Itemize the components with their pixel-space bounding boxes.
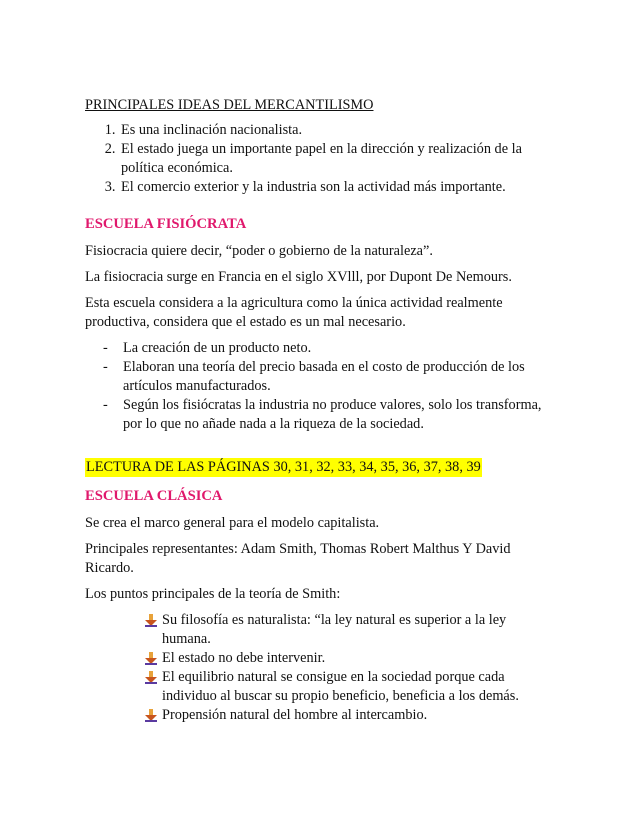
list-item-text: El equilibrio natural se consigue en la sociedad porque cada individuo al buscar su propio beneficio, beneficia a los demás. [162, 669, 519, 704]
list-item: 2. El estado juega un importante papel en la dirección y realización de la política económica. [119, 140, 555, 178]
list-item [162, 649, 555, 668]
paragraph: Esta escuela considera a la agricultura como la única actividad realmente productiva, considera que el estado es un mal necesario. [85, 295, 503, 330]
list-item-text: La creación de un producto neto. [123, 340, 312, 356]
smith-points [85, 611, 555, 725]
list-item-text: Según los fisiócratas la industria no produce valores, solo los transforma, por lo que no añade nada a la riqueza de la sociedad. [123, 397, 542, 432]
dash-bullet: - [103, 397, 108, 413]
fisiocrata-title: ESCUELA FISIÓCRATA [85, 216, 247, 232]
list-item-text: El estado no debe intervenir. [162, 650, 326, 666]
list-item-text: Propensión natural del hombre al intercambio. [162, 707, 428, 723]
list-item [162, 611, 555, 649]
list-item: 3. El comercio exterior y la industria son la actividad más importante. [119, 178, 555, 197]
list-item [103, 358, 555, 396]
dash-bullet: - [103, 340, 108, 356]
paragraph: Principales representantes: Adam Smith, Thomas Robert Malthus Y David Ricardo. [85, 541, 511, 576]
fisiocrata-bullets [85, 339, 555, 434]
paragraph: La fisiocracia surge en Francia en el siglo XVlll, por Dupont De Nemours. [85, 269, 512, 285]
arrow-bullet-icon [145, 652, 157, 665]
list-item-text: Elaboran una teoría del precio basada en el costo de producción de los artículos manufacturados. [123, 359, 525, 394]
mercantilismo-heading: PRINCIPALES IDEAS DEL MERCANTILISMO [85, 97, 374, 113]
clasica-title: ESCUELA CLÁSICA [85, 488, 223, 504]
arrow-bullet-icon [145, 614, 157, 627]
document-content [85, 96, 555, 725]
list-item [103, 396, 555, 434]
list-item: 1. Es una inclinación nacionalista. [119, 121, 555, 140]
paragraph: Se crea el marco general para el modelo capitalista. [85, 515, 380, 531]
mercantilismo-list [85, 121, 555, 197]
list-item-text: Su filosofía es naturalista: “la ley natural es superior a la ley humana. [162, 612, 507, 647]
list-item [162, 668, 555, 706]
paragraph: Los puntos principales de la teoría de Smith: [85, 586, 341, 602]
list-item [103, 339, 555, 358]
arrow-bullet-icon [145, 671, 157, 684]
dash-bullet: - [103, 359, 108, 375]
arrow-bullet-icon [145, 709, 157, 722]
list-item [162, 706, 555, 725]
lectura-highlight: LECTURA DE LAS PÁGINAS 30, 31, 32, 33, 34, 35, 36, 37, 38, 39 [86, 459, 481, 475]
paragraph: Fisiocracia quiere decir, “poder o gobierno de la naturaleza”. [85, 243, 433, 259]
